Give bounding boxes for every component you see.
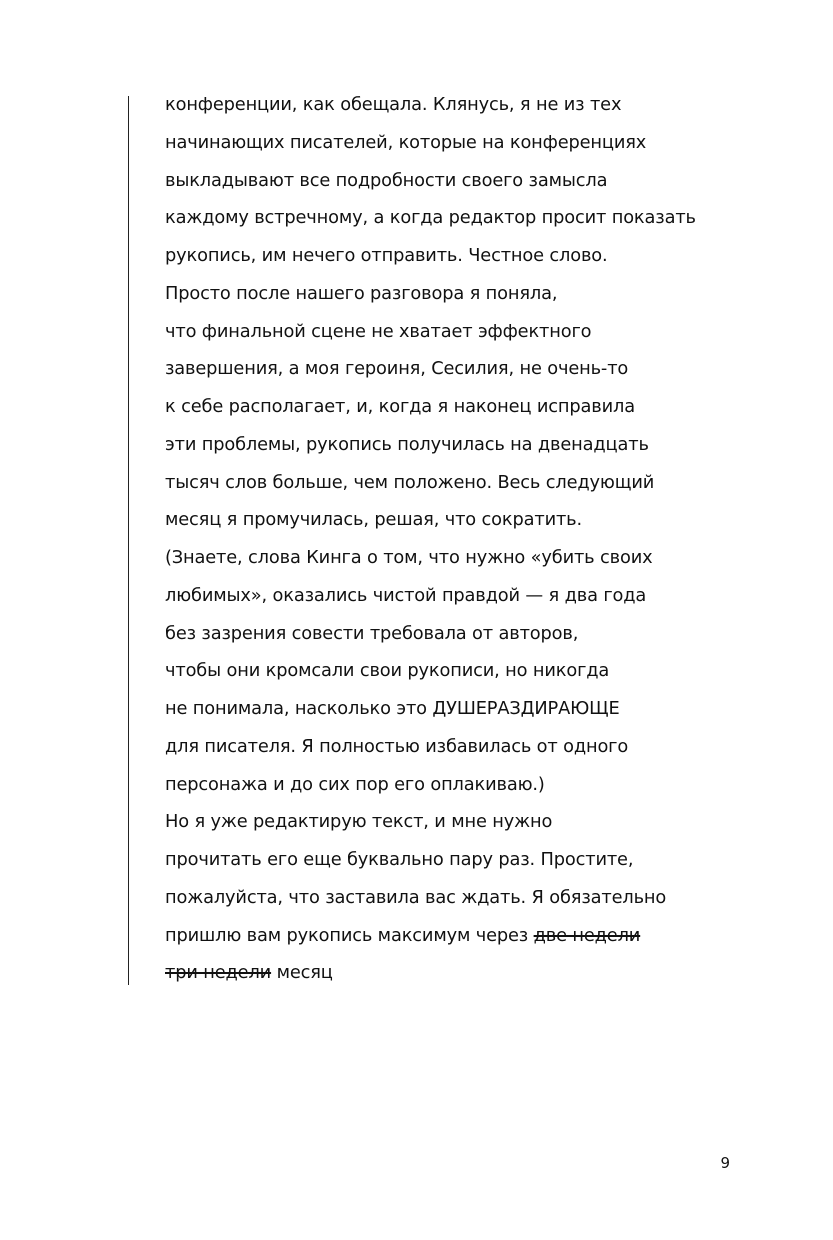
text-line-21: прочитать его еще буквально пару раз. Простите, xyxy=(165,849,634,870)
text-line-16: чтобы они кромсали свои рукописи, но никогда xyxy=(165,660,610,682)
text-line-15: без зазрения совести требовала от авторов, xyxy=(165,622,579,644)
text-line-12: месяц я промучилась, решая, что сократить. xyxy=(165,509,583,531)
letter-text xyxy=(165,86,765,992)
text-line-22: пожалуйста, что заставила вас ждать. Я обязательно xyxy=(165,886,667,908)
text-line-1: конференции, как обещала. Клянусь, я не из тех xyxy=(165,94,622,115)
text-line-5: рукопись, им нечего отправить. Честное слово. xyxy=(165,245,608,266)
text-line-24 xyxy=(165,954,765,992)
text-line-13: (Знаете, слова Кинга о том, что нужно «убить своих xyxy=(165,547,653,568)
struck-two-weeks: две недели xyxy=(533,924,641,946)
text-line-23 xyxy=(165,917,765,955)
text-line-10: эти проблемы, рукопись получилась на двенадцать xyxy=(165,433,649,455)
text-line-14: любимых», оказались чистой правдой — я два года xyxy=(165,584,647,606)
text-line-11: тысяч слов больше, чем положено. Весь следующий xyxy=(165,471,655,493)
text-line-6: Просто после нашего разговора я поняла, xyxy=(165,282,558,304)
text-line-17: не понимала, насколько это ДУШЕРАЗДИРАЮЩЕ xyxy=(165,698,620,719)
struck-three-weeks: три недели xyxy=(165,962,272,984)
text-line-18: для писателя. Я полностью избавилась от одного xyxy=(165,735,629,757)
margin-rule xyxy=(128,96,129,985)
text-line-20: Но я уже редактирую текст, и мне нужно xyxy=(165,811,553,833)
line-23-text: пришлю вам рукопись максимум через xyxy=(165,924,534,946)
text-line-3: выкладывают все подробности своего замысла xyxy=(165,169,608,191)
text-line-9: к себе располагает, и, когда я наконец исправила xyxy=(165,396,635,417)
line-24-text: месяц xyxy=(271,962,333,984)
text-line-7: что финальной сцене не хватает эффектного xyxy=(165,320,592,342)
page-number: 9 xyxy=(720,1154,730,1172)
text-line-2: начинающих писателей, которые на конференциях xyxy=(165,131,647,153)
text-line-4: каждому встречному, а когда редактор просит показать xyxy=(165,207,696,229)
text-line-8: завершения, а моя героиня, Сесилия, не очень-то xyxy=(165,358,629,380)
text-line-19: персонажа и до сих пор его оплакиваю.) xyxy=(165,773,545,795)
